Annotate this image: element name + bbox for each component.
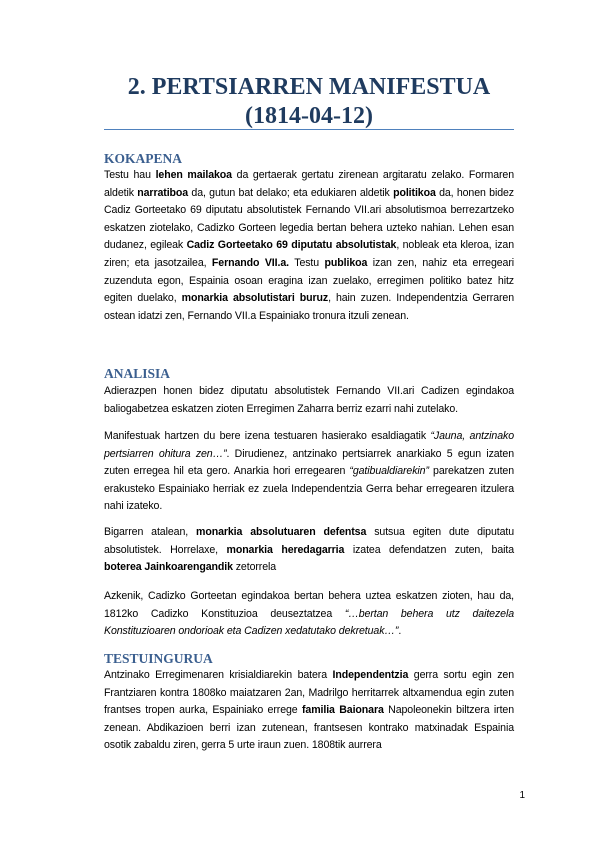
text-run: gerra sortu egin zen Frantziaren kontra 1808ko maiatzaren 2an, Madrilgo herritarrek altxamendua egin zuten frantses tropen aurka, Espainiako errege [104,669,514,717]
emphasis: monarkia heredagarria [226,543,345,556]
text-run: . [398,625,402,638]
text-run: zetorrela [232,561,277,574]
text-run: Bigarren atalean, [104,526,197,538]
text-run: sutsua egiten dute diputatu absolutistek. Horrelaxe, [104,526,515,556]
text-run: da, honen bidez Cadiz Gorteetako 69 diputatu absolutistek Fernando VII.ari absolutismoa berrezartzeko eskatzen ziotelako, Cadizko Gorteen legedia bertan behera uzteko nahian. Lehen esan dudanez, egileak [104,186,514,252]
text-run: izatea defendatzen zuten, baita [344,543,514,556]
kokapena-paragraph [104,167,514,325]
emphasis: Independentzia [332,669,409,681]
heading-testuingurua: TESTUINGURUA [104,651,213,666]
emphasis: lehen mailakoa [155,169,232,181]
document-title-line2: (1814-04-12) [245,103,373,129]
emphasis: monarkia absolutuaren defentsa [196,526,367,538]
quote: “gatibualdiarekin” [349,465,429,478]
text-run: Testu [288,256,325,269]
testuingurua-paragraph [104,667,514,755]
emphasis: narratiboa [137,186,189,199]
emphasis: publikoa [324,256,368,269]
document-title-line1: 2. PERTSIARREN MANIFESTUA [127,74,491,100]
page-number: 1 [519,790,525,801]
quote: “Jauna, antzinako pertsiarren ohitura zen…” [104,430,514,460]
emphasis: Fernando VII.a. [211,256,289,269]
text-run: izan zen, nahiz eta erregeari zuzenduta egon, Espainia osoan eragina izan zuelako, erregimen politiko batez hitz egiten duelako, [104,256,515,305]
title-underline [104,129,514,130]
text-run: da, gutun bat delako; eta edukiaren aldetik [188,186,394,199]
text-run: Napoleonekin biltzera irten zenean. Abdikazioen berri izan zutenean, frantsesen kontrako matxinadak Espainia osotik zabaldu ziren, gerra 5 urte iraun zuen. 1808tik aurrera [104,704,515,752]
emphasis: Cadiz Gorteetako 69 diputatu absolutistak [186,239,397,252]
analisia-paragraph-1: Adierazpen honen bidez diputatu absolutistek Fernando VII.ari Cadizen egindakoa baliogabetzea eskatzen zioten Erregimen Zaharra berriz ezarri nahi zutelako. [104,385,514,415]
emphasis: familia Baionara [301,704,384,717]
text-run: , nobleak eta kleroa, izan ziren; eta jasotzailea, [104,239,514,269]
text-run: parekatzen zuten erakusteko Espainiako herriak ez zuela Independentzia Gerra behar erregearen itzulera nahi izateko. [104,465,514,513]
quote: “…bertan behera utz daitezela Konstituzioaren ondorioak eta Cadizen xedatutako dekretuak…” [104,607,514,638]
analisia-paragraph-4 [104,588,514,641]
text-run: da gertaerak gertatu zirenean argitaratu zelako. Formaren aldetik [104,169,515,199]
emphasis: politikoa [393,186,436,199]
emphasis: boterea Jainkoarengandik [104,561,233,574]
text-run: Antzinako Erregimenaren krisialdiarekin batera [104,669,333,681]
heading-kokapena: KOKAPENA [104,151,183,166]
analisia-paragraph-3 [104,524,514,577]
text-run: . Dirudienez, antzinako pertsiarrek anarkiako 5 egun izaten zuten erregea hil eta gero. Anarkia hori erregearen [104,447,514,478]
text-run: , hain zuzen. Independentzia Gerraren ostean idatzi zen, Fernando VII.a Espainiako tronura itzuli zenean. [104,292,515,322]
text-run: Testu hau [104,169,156,181]
emphasis: monarkia absolutistari buruz [181,292,329,305]
analisia-paragraph-2 [104,428,514,516]
text-run: Azkenik, Cadizko Gorteetan egindakoa bertan behera uztea eskatzen zioten, hau da, 1812ko Cadizko Konstituzioa deuseztatzea [104,590,514,620]
heading-analisia: ANALISIA [104,366,171,381]
text-run: Manifestuak hartzen du bere izena testuaren hasierako esaldiagatik [104,430,431,442]
